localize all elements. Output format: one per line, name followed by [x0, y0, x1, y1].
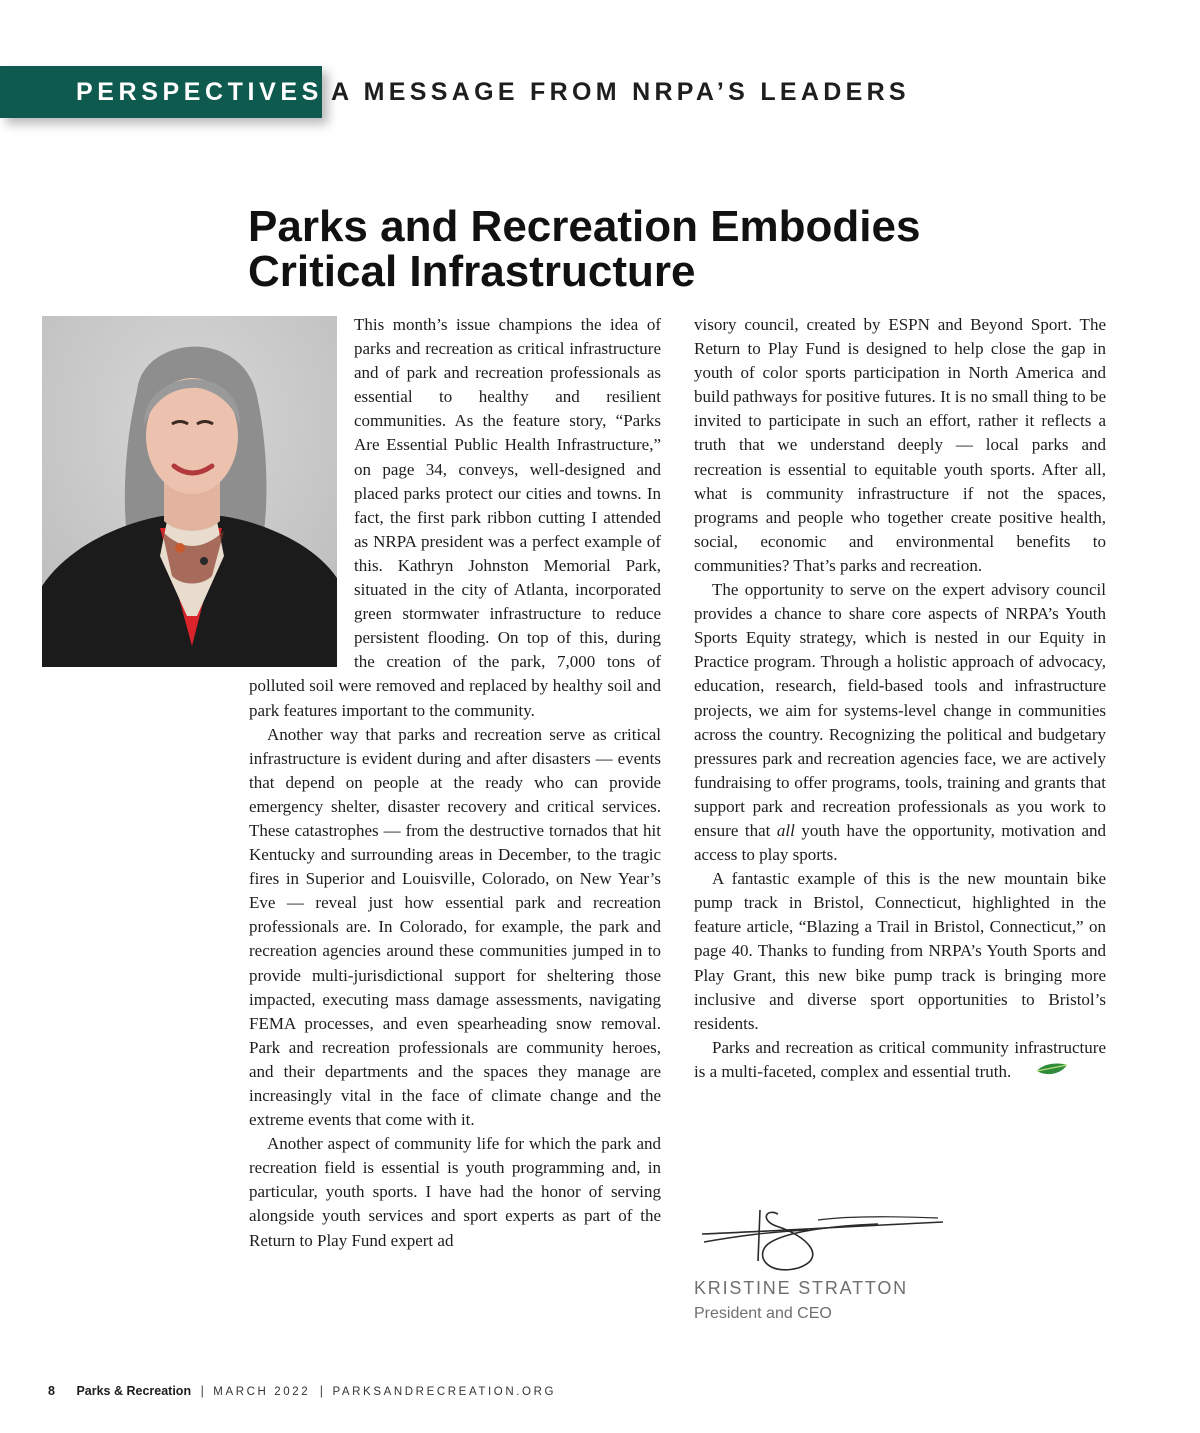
paragraph: A fantastic example of this is the new mountain bike pump track in Bristol, Connecticut, highlighted in the feature article, “Blazing a Trail in Bristol, Connecticut,” on page 40. Thanks to funding from NRPA’s Youth Sports and Play Grant, this new bike pump track is bringing more inclusive and diverse sport opportunities to Bristol’s residents.: [694, 869, 1106, 1033]
paragraph: Another aspect of community life for which the park and recreation field is essential is youth programming and, in particular, youth sports. I have had the honor of serving alongside youth services and sport experts as part of the Return to Play Fund expert ad: [249, 1134, 661, 1250]
article-column-1: [249, 313, 661, 1253]
headline-line-1: Parks and Recreation Embodies: [248, 202, 921, 251]
article-column-2: [694, 313, 1106, 1085]
paragraph-text: Parks and recreation as critical community infrastructure is a multi-faceted, complex and essential truth.: [694, 1037, 1106, 1081]
footer-separator: |: [319, 1384, 323, 1398]
section-subtitle: A MESSAGE FROM NRPA’S LEADERS: [331, 78, 910, 106]
page-number: 8: [48, 1384, 55, 1398]
magazine-name: Parks & Recreation: [76, 1384, 192, 1398]
leaf-icon: [1017, 1061, 1069, 1085]
handwritten-signature: [698, 1206, 948, 1276]
paragraph: visory council, created by ESPN and Beyond Sport. The Return to Play Fund is designed to help close the gap in youth of color sports participation in North America and build pathways for positive futures. It is no small thing to be invited to participate in such an effort, rather it reflects a truth that we understand deeply — local parks and recreation is essential to equitable youth sports. After all, what is community infrastructure if not the spaces, programs and people who together create positive health, social, economic and environmental benefits to communities? That’s parks and recreation.: [694, 315, 1106, 575]
headline-line-2: Critical Infrastructure: [248, 247, 696, 296]
paragraph-text: The opportunity to serve on the expert advisory council provides a chance to share core aspects of NRPA’s Youth Sports Equity strategy, which is nested in our Equity in Practice program. Through a holistic approach of advocacy, education, research, field-based tools and infrastructure projects, we aim for systems-level change in communities across the country. Recognizing the political and budgetary pressures park and recreation agencies face, we are actively fundraising to offer programs, tools, training and grants that support park and recreation professionals as you work to ensure that: [694, 580, 1106, 840]
page-footer: [48, 1384, 556, 1398]
photo-wrap-spacer: [249, 313, 354, 673]
footer-separator: |: [200, 1384, 204, 1398]
paragraph: Another way that parks and recreation serve as critical infrastructure is evident during and after disasters — events that depend on people at the ready who can provide emergency shelter, disaster recovery and critical services. These catastrophes — from the destructive tornados that hit Kentucky and surrounding areas in December, to the tragic fires in Superior and Louisville, Colorado, on New Year’s Eve — reveal just how essential park and recreation professionals are. In Colorado, for example, the park and recreation agencies around these communities jumped in to provide multi-jurisdictional support for sheltering those impacted, executing mass damage assessments, navigating FEMA processes, and even spearheading snow removal. Park and recreation professionals are community heroes, and their departments and the spaces they manage are increasingly vital in the face of climate change and the extreme events that come with it.: [249, 724, 661, 1130]
website-url: PARKSANDRECREATION.ORG: [332, 1386, 557, 1398]
paragraph: [694, 578, 1106, 867]
signer-title: President and CEO: [694, 1305, 832, 1322]
paragraph: This month’s issue champions the idea of parks and recreation as critical infrastructure and of park and recreation professionals as essential to healthy and resilient communities. As the feature story, “Parks Are Essential Public Health Infrastructure,” on page 34, conveys, well-designed and placed parks protect our cities and towns. In fact, the first park ribbon cutting I attended as NRPA president was a perfect example of this. Kathryn Johnston Memorial Park, situated in the city of Atlanta, incorporated green stormwater infrastructure to reduce persistent flooding. On top of this, during the creation of the park, 7,000 tons of polluted soil were removed and replaced by healthy soil and park features important to the community.: [249, 315, 661, 720]
article-headline: [248, 204, 1148, 294]
emphasis-text: all: [776, 820, 795, 840]
paragraph-text: youth have the opportunity, motivation and access to play sports.: [694, 820, 1107, 865]
signer-name: KRISTINE STRATTON: [694, 1278, 908, 1298]
paragraph: [694, 1036, 1106, 1085]
issue-date: MARCH 2022: [213, 1386, 311, 1398]
section-label: PERSPECTIVES: [76, 78, 323, 106]
